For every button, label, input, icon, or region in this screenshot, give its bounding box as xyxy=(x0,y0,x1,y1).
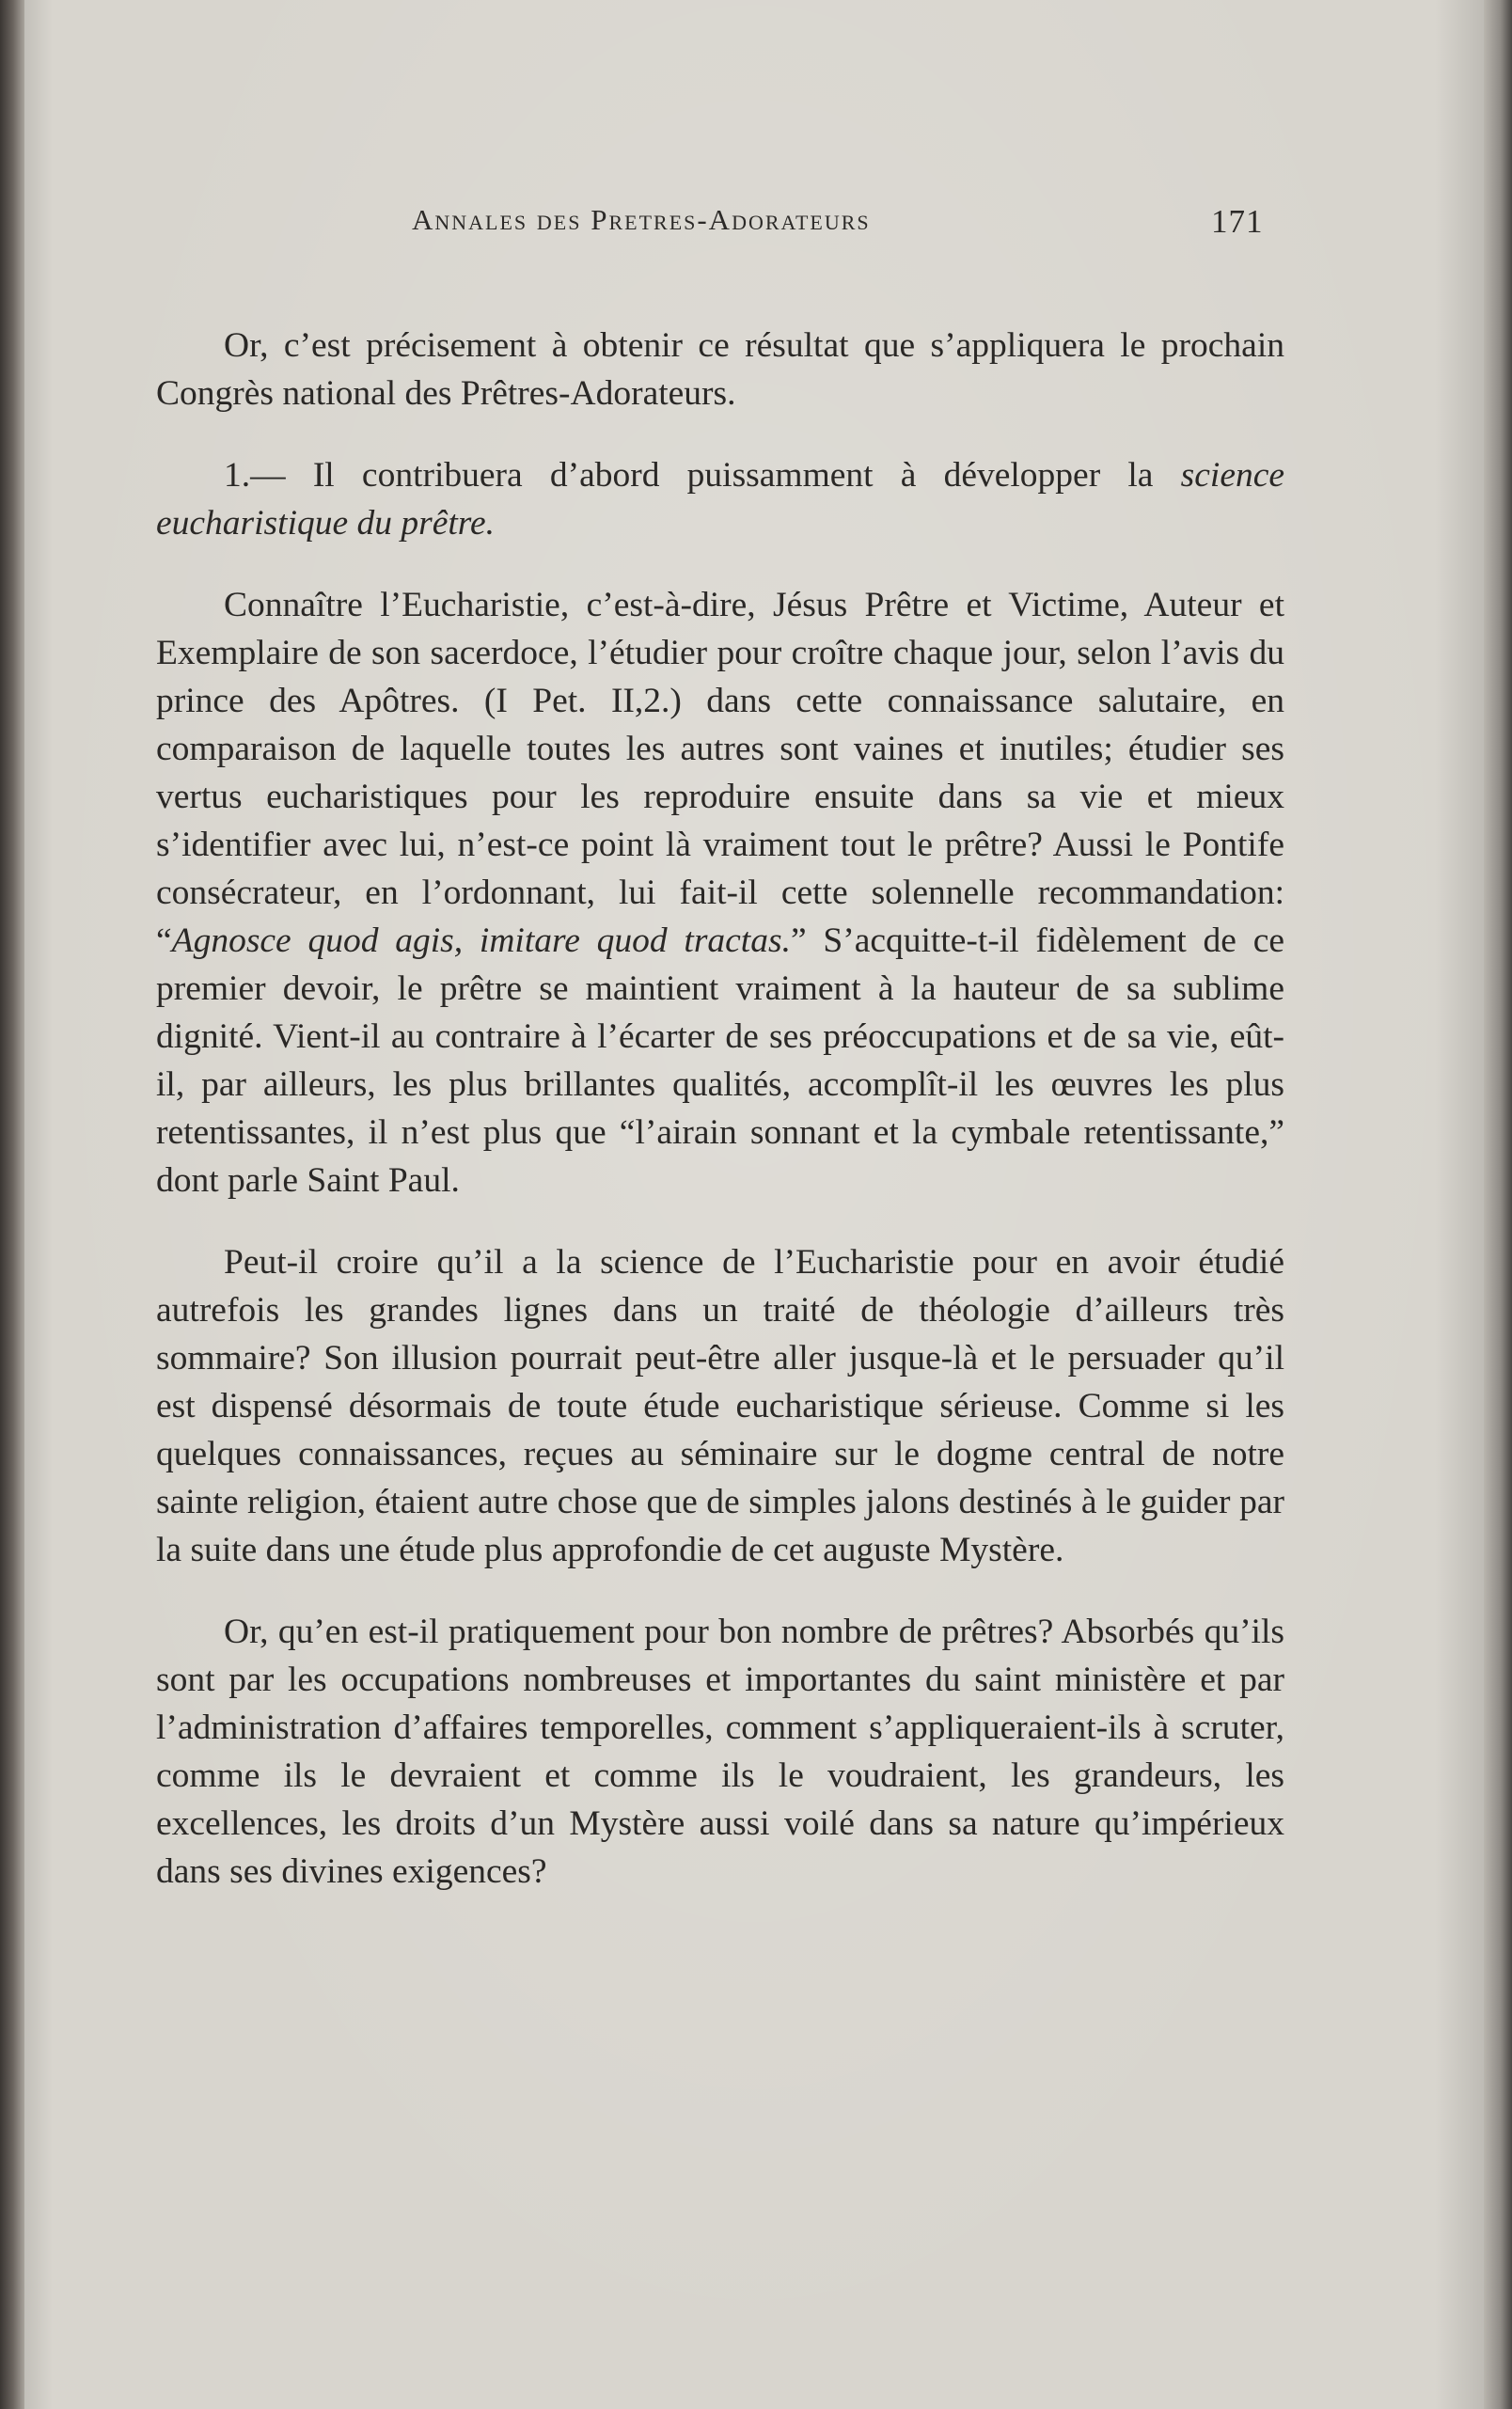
paragraph-1: Or, c’est précisement à obtenir ce résultat que s’appliquera le prochain Congrès national des Prêtres-Adorateurs. xyxy=(156,326,1284,413)
latin-quotation: Agnosce quod agis, imitare quod tractas. xyxy=(171,921,791,960)
book-page xyxy=(24,0,1484,2409)
paragraph-3-text-b: ” S’acquitte-t-il fidèlement de ce premier devoir, le prêtre se maintient vraiment à la hauteur de sa sublime dignité. Vient-il au contraire à l’écarter de ses préoccupations et de sa vie, eût-il, par ailleurs, les plus brillantes qualités, accomplît-il les œuvres les plus retentissantes, il n’est plus que “l’airain sonnant et la cymbale retentissante,” dont parle Saint Paul. xyxy=(156,921,1285,1200)
paragraph-2-italic: science eucharistique du prêtre. xyxy=(156,456,1284,543)
running-title: Annales des Pretres-Adorateurs xyxy=(412,203,871,236)
book-gutter-edge xyxy=(0,0,24,2409)
paragraph-2-text: 1.— Il contribuera d’abord puissamment à développer la xyxy=(224,456,1181,495)
page-right-edge xyxy=(1484,0,1512,2409)
page-number: 171 xyxy=(1211,203,1264,240)
paragraph-5: Or, qu’en est-il pratiquement pour bon nombre de prêtres? Absorbés qu’ils sont par les occupations nombreuses et importantes du saint ministère et par l’administration d’affaires temporelles, comment s’appliqueraient-ils à scruter, comme ils le devraient et comme ils le voudraient, les grandeurs, les excellences, les droits d’un Mystère aussi voilé dans sa nature qu’impérieux dans ses divines exigences? xyxy=(156,1613,1284,1891)
paragraph-3 xyxy=(156,581,1284,1204)
running-header xyxy=(24,203,1484,250)
paragraph-2 xyxy=(156,451,1284,547)
paragraph-4: Peut-il croire qu’il a la science de l’Eucharistie pour en avoir étudié autrefois les grandes lignes dans un traité de théologie d’ailleurs très sommaire? Son illusion pourrait peut-être aller jusque-là et le persuader qu’il est dispensé désormais de toute étude eucharistique sérieuse. Comme si les quelques connaissances, reçues au séminaire sur le dogme central de notre sainte religion, étaient autre chose que de simples jalons destinés à le guider par la suite dans une étude plus approfondie de cet auguste Mystère. xyxy=(156,1243,1284,1569)
body-text xyxy=(156,322,1284,1929)
paragraph-3-text-a: Connaître l’Eucharistie, c’est-à-dire, Jésus Prêtre et Victime, Auteur et Exemplaire de son sacerdoce, l’étudier pour croître chaque jour, selon l’avis du prince des Apôtres. (I Pet. II,2.) dans cette connaissance salutaire, en comparaison de laquelle toutes les autres sont vaines et inutiles; étudier ses vertus eucharistiques pour les reproduire ensuite dans sa vie et mieux s’identifier avec lui, n’est-ce point là vraiment tout le prêtre? Aussi le Pontife consécrateur, en l’ordonnant, lui fait-il cette solennelle recommandation: “ xyxy=(156,586,1284,960)
